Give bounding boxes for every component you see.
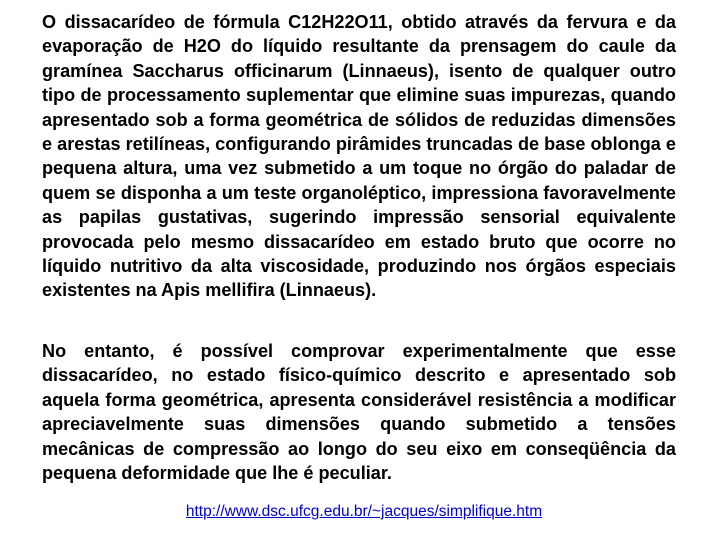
paragraph-2: No entanto, é possível comprovar experimentalmente que esse dissacarídeo, no estado físico-químico descrito e apresentado sob aquela forma geométrica, apresenta considerável resistência a modificar apreciavelmente suas dimensões quando submetido a tensões mecânicas de compressão ao longo do seu eixo em conseqüência da pequena deformidade que lhe é peculiar. [42, 341, 676, 484]
source-link[interactable]: http://www.dsc.ufcg.edu.br/~jacques/simplifique.htm [185, 503, 543, 520]
paragraph-1: O dissacarídeo de fórmula C12H22O11, obtido através da fervura e da evaporação de H2O do líquido resultante da prensagem do caule da gramínea Saccharus officinarum (Linnaeus), isento de qualquer outro tipo de processamento suplementar que elimine suas impurezas, quando apresentado sob a forma geométrica de sólidos de reduzidas dimensões e arestas retilíneas, configurando pirâmides truncadas de base oblonga e pequena altura, uma vez submetido a um toque no órgão do paladar de quem se disponha a um teste organoléptico, impressiona favoravelmente as papilas gustativas, sugerindo impressão sensorial equivalente provocada pelo mesmo dissacarídeo em estado bruto que ocorre no líquido nutritivo da alta viscosidade, produzindo nos órgãos especiais existentes na Apis mellifira (Linnaeus). [42, 12, 676, 301]
